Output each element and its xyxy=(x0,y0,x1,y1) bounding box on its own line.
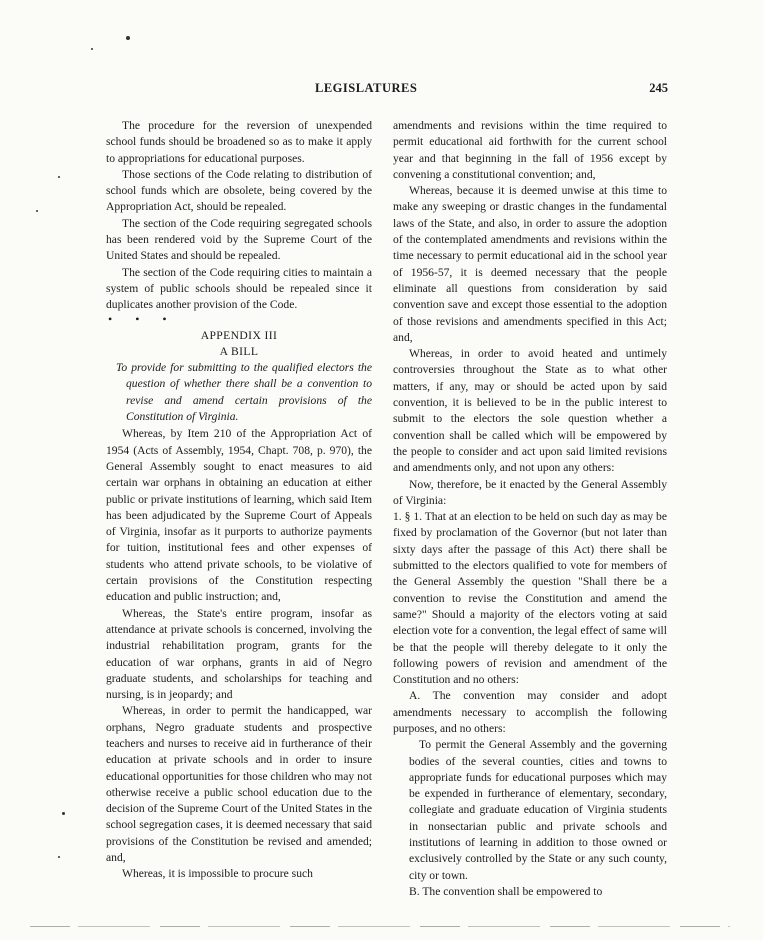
scan-speck xyxy=(36,210,38,212)
right-column xyxy=(393,118,667,900)
paragraph: Those sections of the Code relating to distribution of school funds which are obsolete, being covered by the Appropriation Act, should be repealed. xyxy=(106,167,372,214)
subsection-b: B. The convention shall be empowered to xyxy=(409,884,603,898)
scan-speck xyxy=(126,36,130,40)
scan-speck xyxy=(91,48,93,50)
subsection-a: A. The convention may consider and adopt amendments necessary to accomplish the following purposes, and no others: xyxy=(393,689,667,735)
scan-speck xyxy=(58,856,60,858)
subsection-a-text: To permit the General Assembly and the governing bodies of the several counties, cities and towns to appropriate funds for educational purposes which may be expended in furtherance of elementary, secondary, collegiate and graduate education of Virginia students in nonsectarian public and private schools and institutions of learning in addition to those owned or exclusively controlled by the State or any such county, city or town. xyxy=(409,738,667,882)
paragraph: Whereas, because it is deemed unwise at this time to make any sweeping or drastic changes in the fundamental laws of the State, and also, in order to assure the adoption of the contemplated amendments and revisions within the time necessary to permit educational aid in the school year of 1956-57, it is deemed necessary that the people eliminate all questions from consideration by said convention save and except those essential to the adoption of those revisions and amendments specified in this Act; and, xyxy=(393,184,667,344)
enacting-clause: Now, therefore, be it enacted by the General Assembly of Virginia: xyxy=(393,477,667,507)
paragraph: The procedure for the reversion of unexpended school funds should be broadened so as to make it apply to appropriations for educational purposes. xyxy=(106,119,372,165)
paragraph: Whereas, the State's entire program, insofar as attendance at private schools is concerned, involving the industrial rehabilitation program, grants for the education of war orphans, grants in aid of Negro graduate students, and scholarships for teaching and nursing, is in jeopardy; and xyxy=(106,606,372,702)
left-column xyxy=(106,118,372,883)
scan-speck xyxy=(62,812,65,815)
bill-heading: A BILL xyxy=(219,344,259,358)
bottom-edge-rule xyxy=(30,926,730,927)
page-header xyxy=(100,81,680,99)
paragraph: Whereas, in order to permit the handicapped, war orphans, Negro graduate students and prospective teachers and nurses to receive aid in furtherance of their education at private schools and in order to insure educational opportunities for those children who may not otherwise receive a public school education due to the decision of the Supreme Court of the United States in the school segregation cases, it is deemed necessary that said provisions of the Constitution be revised and amended; and, xyxy=(106,704,372,865)
section-break-dots: • • • xyxy=(108,311,177,326)
scan-speck xyxy=(58,176,60,178)
running-head: LEGISLATURES xyxy=(315,81,418,95)
page-number: 245 xyxy=(649,81,668,95)
section-1: 1. § 1. That at an election to be held on such day as may be fixed by proclamation of the Governor (but not later than sixty days after the passage of this Act) there shall be submitted to the electors qualified to vote for members of the General Assembly the question "Shall there be a convention to revise the Constitution and amend the same?" Should a majority of the electors voting at said election vote for a convention, the legal effect of same will be that the people will thereby delegate to it only the following powers of revision and amendment of the Constitution and no others: xyxy=(393,510,667,687)
appendix-heading: APPENDIX III xyxy=(200,328,278,342)
bill-title: To provide for submitting to the qualified electors the question of whether there shall be a convention to revise and amend certain provisions of the Constitution of Virginia. xyxy=(116,361,372,424)
paragraph: Whereas, in order to avoid heated and untimely controversies throughout the State as to what other matters, if any, may or should be acted upon by said convention, it is believed to be in the public interest to submit to the electors the sole question whether a convention shall be called which will be empowered by the people to consider and act upon said limited revisions and amendments only, and not upon any others: xyxy=(393,347,667,475)
paragraph: Whereas, it is impossible to procure such xyxy=(122,867,313,881)
paragraph: amendments and revisions within the time required to permit educational aid forthwith for the current school year and that beginning in the fall of 1956 except by convening a constitutional convention; and, xyxy=(393,119,667,181)
paragraph: The section of the Code requiring segregated schools has been rendered void by the Supreme Court of the United States and should be repealed. xyxy=(106,216,372,263)
paragraph: The section of the Code requiring cities to maintain a system of public schools should be repealed since it duplicates another provision of the Code. xyxy=(106,265,372,312)
paragraph: Whereas, by Item 210 of the Appropriation Act of 1954 (Acts of Assembly, 1954, Chapt. 708, p. 970), the General Assembly sought to enact measures to aid certain war orphans in obtaining an education at either public or private institutions of learning, which said Item has been adjudicated by the Supreme Court of Appeals of Virginia, insofar as it purports to authorize payments for tuition, institutional fees and other expenses of students who attend private schools, to be violative of certain provisions of the Constitution respecting education and public instruction; and, xyxy=(106,427,372,604)
